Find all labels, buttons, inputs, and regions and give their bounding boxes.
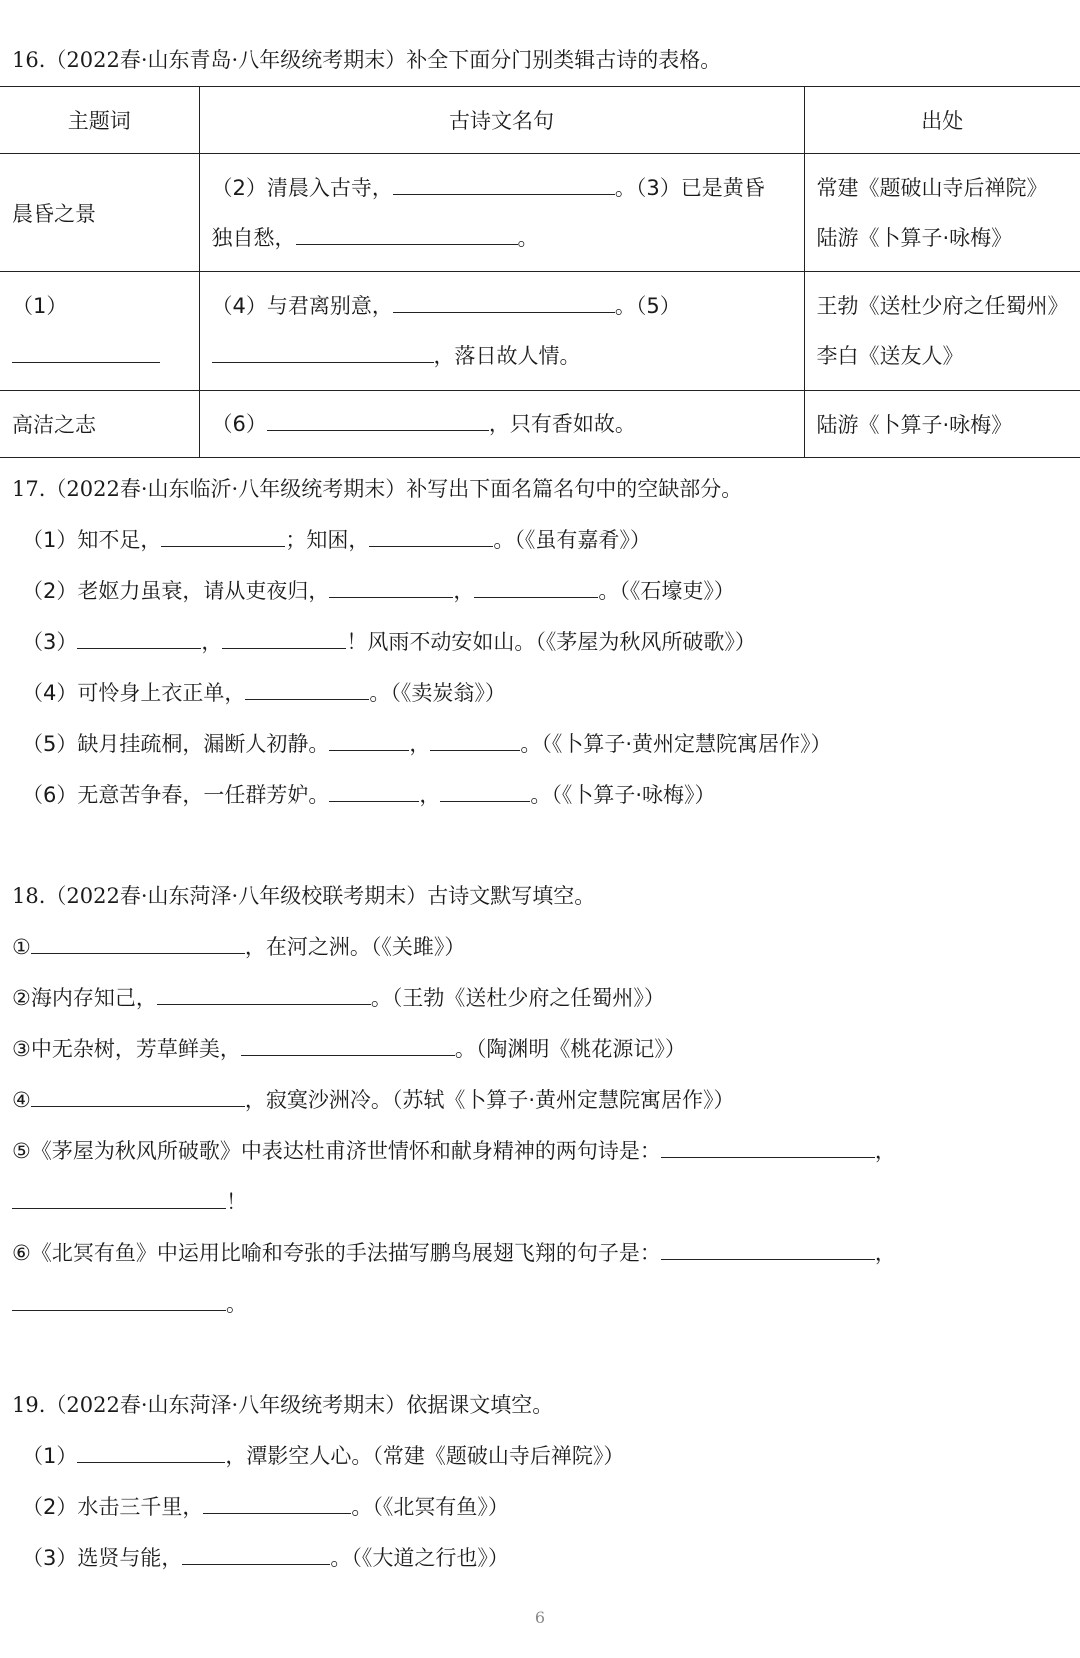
answer-blank[interactable] bbox=[393, 290, 615, 313]
header-lines: 古诗文名句 bbox=[199, 87, 804, 154]
table-row bbox=[0, 154, 1080, 272]
answer-blank[interactable] bbox=[222, 626, 346, 649]
cell-text: 独自愁， bbox=[211, 225, 296, 250]
theme-cell: 晨昏之景 bbox=[0, 154, 199, 272]
table-header-row bbox=[0, 87, 1080, 154]
q18-item-2: ②海内存知己， 。（王勃《送杜少府之任蜀州》） bbox=[12, 982, 665, 1013]
q19-item-1: （1） ，潭影空人心。（常建《题破山寺后禅院》） bbox=[22, 1440, 624, 1471]
lines-cell bbox=[199, 391, 804, 458]
q19-header: 19.（2022春·山东菏泽·八年级统考期末）依据课文填空。 bbox=[12, 1393, 554, 1417]
answer-blank[interactable] bbox=[12, 1288, 226, 1311]
q17-item-2: （2）老妪力虽衰，请从吏夜归， ， 。（《石壕吏》） bbox=[22, 575, 735, 606]
answer-blank[interactable] bbox=[474, 575, 598, 598]
answer-blank[interactable] bbox=[329, 575, 453, 598]
q17-item-6: （6）无意苦争春，一任群芳妒。 ， 。（《卜算子·咏梅》） bbox=[22, 779, 716, 810]
source-cell: 陆游《卜算子·咏梅》 bbox=[804, 391, 1080, 458]
answer-blank[interactable] bbox=[661, 1237, 875, 1260]
lines-cell bbox=[199, 272, 804, 391]
answer-blank[interactable] bbox=[661, 1135, 875, 1158]
answer-blank[interactable] bbox=[157, 982, 371, 1005]
answer-blank[interactable] bbox=[161, 524, 285, 547]
q18-item-6: ⑥《北冥有鱼》中运用比喻和夸张的手法描写鹏鸟展翅飞翔的句子是： ， bbox=[12, 1237, 896, 1268]
cell-text: （6） bbox=[211, 412, 267, 436]
q18-item-5: ⑤《茅屋为秋风所破歌》中表达杜甫济世情怀和献身精神的两句诗是： ， bbox=[12, 1135, 896, 1166]
lines-cell bbox=[199, 154, 804, 272]
cell-text: ，落日故人情。 bbox=[433, 344, 581, 368]
q17-item-5: （5）缺月挂疏桐，漏断人初静。 ， 。（《卜算子·黄州定慧院寓居作》） bbox=[22, 728, 832, 759]
header-source: 出处 bbox=[804, 87, 1080, 154]
q19-item-2: （2）水击三千里， 。（《北冥有鱼》） bbox=[22, 1491, 509, 1522]
cell-text: （1） bbox=[12, 294, 68, 318]
q17-header: 17.（2022春·山东临沂·八年级统考期末）补写出下面名篇名句中的空缺部分。 bbox=[12, 477, 743, 501]
q18-header: 18.（2022春·山东菏泽·八年级校联考期末）古诗文默写填空。 bbox=[12, 884, 596, 908]
source-cell bbox=[804, 272, 1080, 391]
answer-blank[interactable] bbox=[245, 677, 369, 700]
cell-text: 。（5） bbox=[614, 294, 681, 318]
cell-text: 。 bbox=[517, 225, 539, 250]
answer-blank[interactable] bbox=[203, 1491, 351, 1514]
poem-table bbox=[0, 86, 1080, 458]
source-cell bbox=[804, 154, 1080, 272]
q18-item-3: ③中无杂树，芳草鲜美， 。（陶渊明《桃花源记》） bbox=[12, 1033, 686, 1064]
theme-cell bbox=[0, 272, 199, 391]
q18-item-1: ① ，在河之洲。（《关雎》） bbox=[12, 931, 465, 962]
answer-blank[interactable] bbox=[212, 340, 434, 363]
table-row bbox=[0, 391, 1080, 458]
q17-item-1: （1）知不足， ；知困， 。（《虽有嘉肴》） bbox=[22, 524, 651, 555]
source-text: 李白《送友人》 bbox=[816, 344, 964, 368]
answer-blank[interactable] bbox=[12, 1186, 226, 1209]
cell-text: （4）与君离别意， bbox=[211, 294, 393, 318]
q17-item-4: （4）可怜身上衣正单， 。（《卖炭翁》） bbox=[22, 677, 506, 708]
cell-text: （2）清晨入古寺， bbox=[211, 175, 393, 200]
answer-blank[interactable] bbox=[241, 1033, 455, 1056]
answer-blank[interactable] bbox=[182, 1542, 330, 1565]
source-text: 常建《题破山寺后禅院》 bbox=[816, 175, 1048, 200]
answer-blank[interactable] bbox=[440, 779, 530, 802]
source-text: 陆游《卜算子·咏梅》 bbox=[816, 225, 1013, 250]
answer-blank[interactable] bbox=[329, 779, 419, 802]
answer-blank[interactable] bbox=[77, 1440, 225, 1463]
answer-blank[interactable] bbox=[267, 408, 489, 431]
answer-blank[interactable] bbox=[430, 728, 520, 751]
answer-blank[interactable] bbox=[77, 626, 201, 649]
theme-cell: 高洁之志 bbox=[0, 391, 199, 458]
answer-blank[interactable] bbox=[393, 172, 615, 195]
answer-blank[interactable] bbox=[31, 1084, 245, 1107]
source-text: 王勃《送杜少府之任蜀州》 bbox=[816, 294, 1069, 318]
q18-item-6-cont: 。 bbox=[12, 1288, 247, 1319]
q19-item-3: （3）选贤与能， 。（《大道之行也》） bbox=[22, 1542, 509, 1573]
q17-item-3: （3） ， ！风雨不动安如山。（《茅屋为秋风所破歌》） bbox=[22, 626, 756, 657]
q18-item-4: ④ ，寂寞沙洲冷。（苏轼《卜算子·黄州定慧院寓居作》） bbox=[12, 1084, 735, 1115]
page-number: 6 bbox=[534, 1608, 546, 1627]
answer-blank[interactable] bbox=[296, 222, 518, 245]
answer-blank[interactable] bbox=[12, 340, 160, 363]
header-theme: 主题词 bbox=[0, 87, 199, 154]
q16-header: 16.（2022春·山东青岛·八年级统考期末）补全下面分门别类辑古诗的表格。 bbox=[12, 48, 722, 72]
answer-blank[interactable] bbox=[329, 728, 409, 751]
answer-blank[interactable] bbox=[31, 931, 245, 954]
cell-text: 。（3）已是黄昏 bbox=[614, 175, 765, 200]
q18-item-5-cont: ！ bbox=[12, 1186, 247, 1217]
cell-text: ，只有香如故。 bbox=[488, 412, 636, 436]
table-row bbox=[0, 272, 1080, 391]
answer-blank[interactable] bbox=[369, 524, 493, 547]
